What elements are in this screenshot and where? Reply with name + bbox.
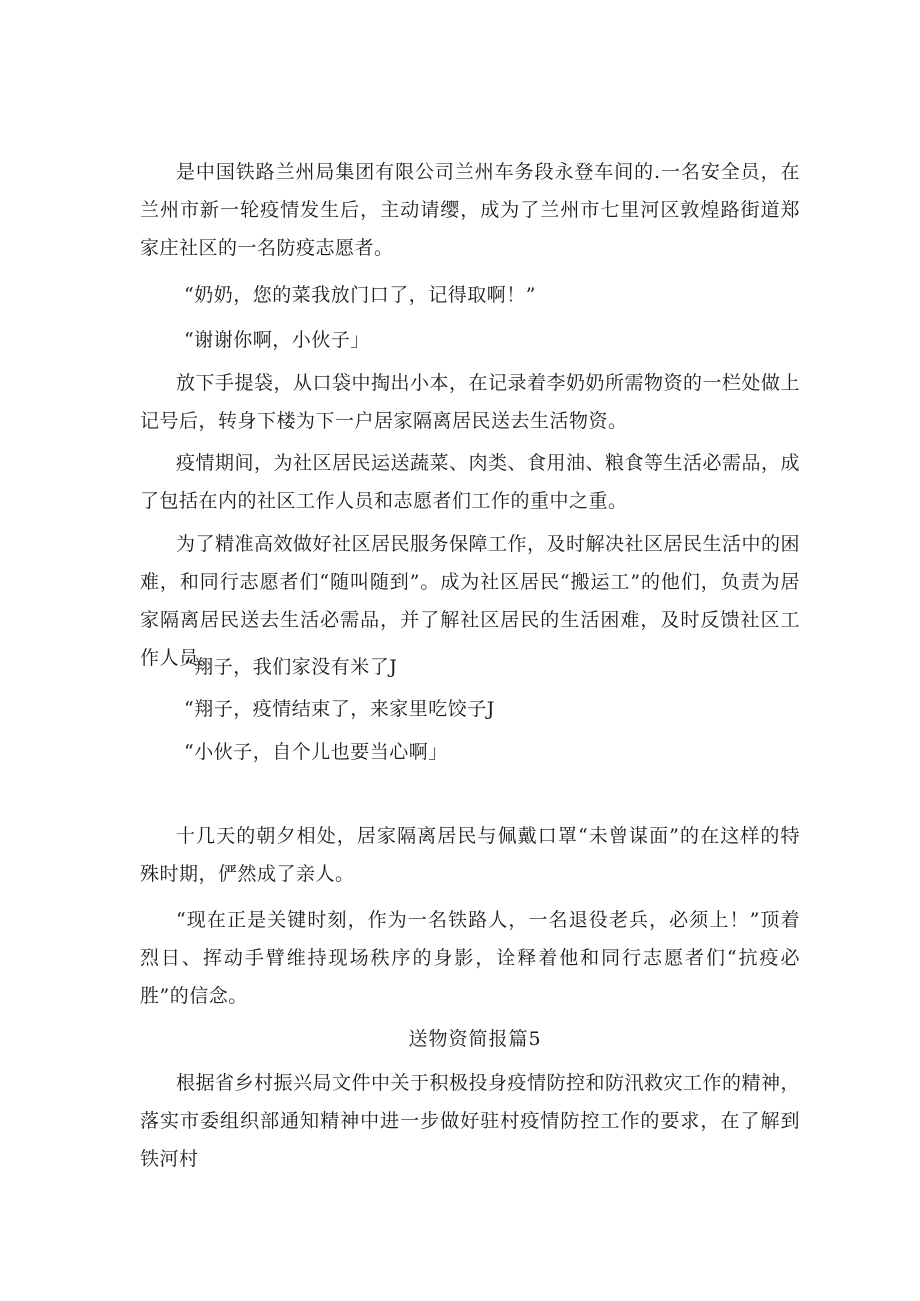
quote-dumplings: “翔子，疫情结束了，来家里吃饺子J xyxy=(184,698,495,720)
paragraph-intro: 是中国铁路兰州局集团有限公司兰州车务段永登车间的.一名安全员，在兰州市新一轮疫情发生后，主动请缨，成为了兰州市七里河区敦煌路街道郑家庄社区的一名防疫志愿者。 xyxy=(140,161,800,259)
paragraph-family: 十几天的朝夕相处，居家隔离居民与佩戴口罩“未曾谋面”的在这样的特殊时期，俨然成了亲人。 xyxy=(140,825,800,885)
paragraph-report: 根据省乡村振兴局文件中关于积极投身疫情防控和防汛救灾工作的精神，落实市委组织部通知精神中进一步做好驻村疫情防控工作的要求，在了解到铁河村 xyxy=(140,1072,801,1170)
quote-careful: “小伙子，自个儿也要当心啊」 xyxy=(184,741,448,763)
paragraph-epidemic: 疫情期间，为社区居民运送蔬菜、肉类、食用油、粮食等生活必需品，成了包括在内的社区工作人员和志愿者们工作的重中之重。 xyxy=(140,452,801,512)
section-heading: 送物资简报篇5 xyxy=(408,1028,542,1050)
quote-thanks: “谢谢你啊，小伙子」 xyxy=(184,329,370,351)
paragraph-veteran: “现在正是关键时刻，作为一名铁路人，一名退役老兵，必须上！”顶着烈日、挥动手臂维持现场秩序的身影，诠释着他和同行志愿者们“抗疫必胜”的信念。 xyxy=(140,909,800,1007)
quote-grandma: “奶奶，您的菜我放门口了，记得取啊！” xyxy=(184,284,536,306)
quote-rice: “翔子，我们家没有米了J xyxy=(184,656,398,678)
paragraph-service: 为了精准高效做好社区居民服务保障工作，及时解决社区居民生活中的困难，和同行志愿者们“随叫随到”。成为社区居民“搬运工”的他们，负责为居家隔离居民送去生活必需品，并了解社区居民的生活困难，及时反馈社区工作人员。 xyxy=(140,533,801,669)
paragraph-delivery: 放下手提袋，从口袋中掏出小本，在记录着李奶奶所需物资的一栏处做上记号后，转身下楼为下一户居家隔离居民送去生活物资。 xyxy=(140,372,801,432)
